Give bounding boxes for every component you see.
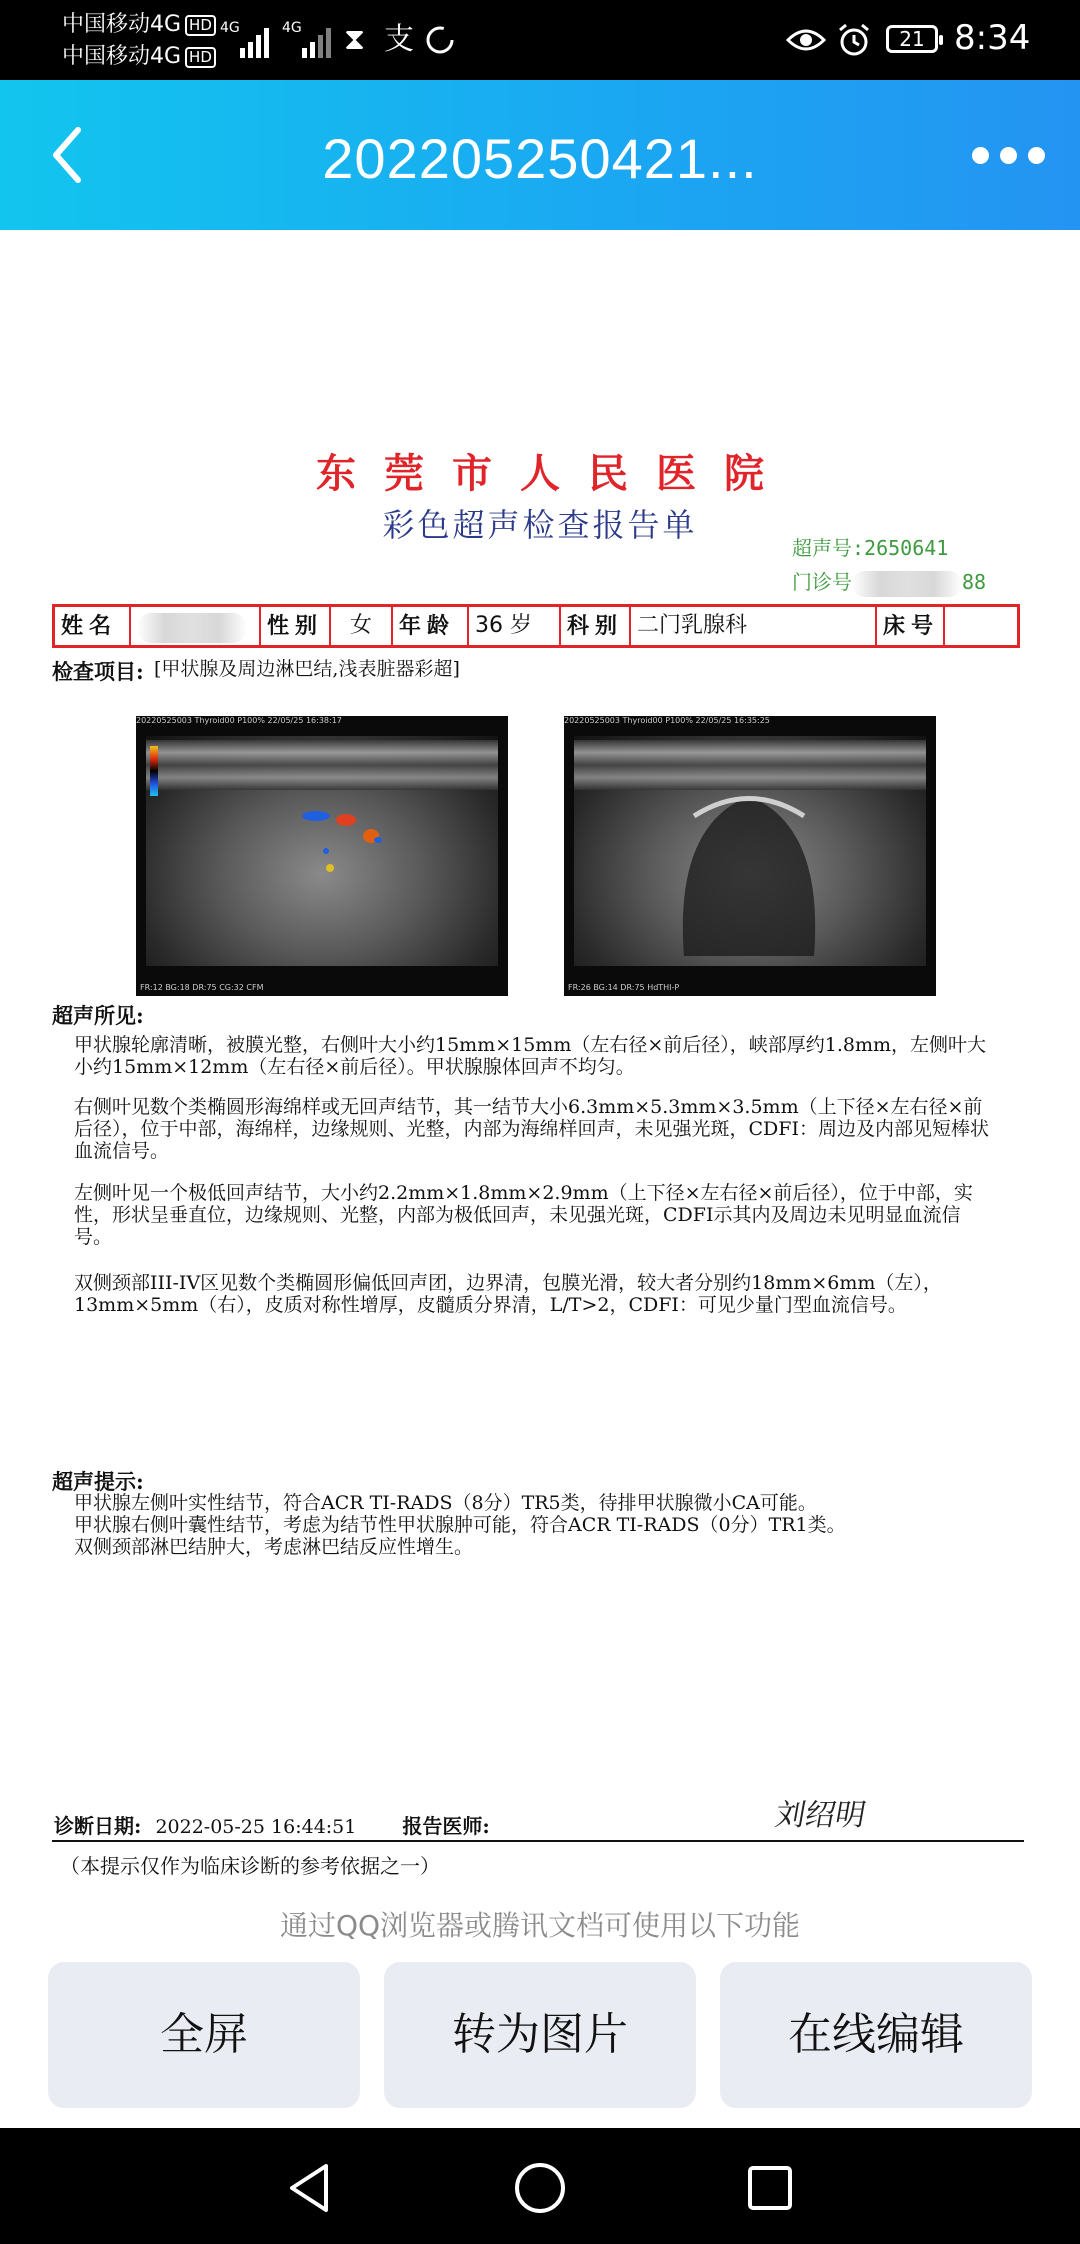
circle-home-icon (510, 2158, 570, 2218)
exam-items-label: 检查项目: (52, 659, 144, 684)
carrier-2 (62, 44, 216, 70)
doctor-label: 报告医师: (402, 1814, 490, 1838)
doctor-signature: 刘绍明 (772, 1798, 869, 1833)
sex-value: 女 (331, 607, 393, 645)
findings-label: 超声所见: (52, 1003, 144, 1028)
signal-icon-1 (220, 20, 270, 58)
name-label: 姓名 (55, 607, 131, 645)
hospital-name: 东莞市人民医院 (316, 450, 792, 497)
finding-paragraph-4: 双侧颈部III-IV区见数个类椭圆形偏低回声团，边界清，包膜光滑，较大者分别约18mm×6mm（左），13mm×5mm（右），皮质对称性增厚，皮髓质分界清，L/T>2，CDFI：可见少量门型血流信号。 (74, 1272, 942, 1316)
feature-hint: 通过QQ浏览器或腾讯文档可使用以下功能 (279, 1909, 801, 1942)
alarm-icon (836, 22, 872, 67)
tissue-band (574, 740, 926, 790)
nav-recents-button[interactable] (740, 2158, 800, 2218)
disclaimer-note: （本提示仅作为临床诊断的参考依据之一） (60, 1854, 440, 1878)
age-label: 年龄 (393, 607, 469, 645)
name-value (131, 607, 261, 645)
navigation-bar (0, 2128, 1080, 2244)
impression-line-3: 双侧颈部淋巴结肿大，考虑淋巴结反应性增生。 (74, 1536, 474, 1558)
diagnosis-date-label: 诊断日期: (54, 1814, 142, 1838)
hd-badge-2: HD (185, 47, 216, 68)
finding-paragraph-3: 左侧叶见一个极低回声结节，大小约2.2mm×1.8mm×2.9mm（上下径×左右径×前后径），位于中部，实性，形状呈垂直位，边缘规则、光整，内部为极低回声，未见强光斑，CDFI示其内及周边未见明显血流信号。 (74, 1182, 973, 1248)
hourglass-icon: ⧗ (344, 22, 366, 57)
tissue-band (146, 740, 498, 790)
dept-value: 二门乳腺科 (631, 607, 877, 645)
carrier-1 (62, 12, 216, 38)
dept-label: 科别 (561, 607, 631, 645)
clinic-number (792, 566, 986, 597)
more-dot-icon (1000, 147, 1017, 164)
bed-label: 床号 (877, 607, 945, 645)
triangle-back-icon (280, 2158, 340, 2218)
more-options-button[interactable] (970, 140, 1050, 170)
title-bar (0, 80, 1080, 230)
eye-icon (786, 22, 826, 67)
color-scale-bar (150, 746, 158, 796)
finding-paragraph-2: 右侧叶见数个类椭圆形海绵样或无回声结节，其一结节大小6.3mm×5.3mm×3.5mm（上下径×左右径×前后径），位于中部，海绵样，边缘规则、光整，内部为海绵样回声，未见强光斑，CDFI：周边及内部见短棒状血流信号。 (74, 1096, 989, 1162)
impression-line-1: 甲状腺左侧叶实性结节，符合ACR TI-RADS（8分）TR5类，待排甲状腺微小CA可能。 (74, 1492, 817, 1514)
doppler-color-flow (286, 806, 406, 876)
redaction-blur (137, 613, 247, 643)
bed-value (945, 607, 1017, 645)
ultrasound-number: 超声号:2650641 (792, 536, 949, 560)
square-recents-icon (740, 2158, 800, 2218)
ultrasound-image-1-header: 20220525003 Thyroid00 P100% 22/05/25 16:38:17 (136, 716, 342, 725)
alipay-icon: 支 (384, 22, 414, 57)
ultrasound-image-2 (564, 716, 936, 996)
footer-divider (52, 1840, 1024, 1842)
trachea-shadow (654, 786, 844, 956)
carrier-1-text: 中国移动4G (62, 12, 182, 37)
hd-badge-1: HD (185, 15, 216, 36)
convert-to-image-button[interactable]: 转为图片 (384, 1962, 696, 2108)
impression-line-2: 甲状腺右侧叶囊性结节，考虑为结节性甲状腺肿可能，符合ACR TI-RADS（0分）TR1类。 (74, 1514, 846, 1536)
status-bar (0, 0, 1080, 80)
ultrasound-image-1-footer: FR:12 BG:18 DR:75 CG:32 CFM (140, 983, 264, 992)
ultrasound-image-2-header: 20220525003 Thyroid00 P100% 22/05/25 16:35:25 (564, 716, 770, 725)
clinic-number-suffix: 88 (962, 570, 987, 594)
report-subtitle: 彩色超声检查报告单 (382, 506, 698, 544)
age-value: 36 岁 (469, 607, 561, 645)
more-dot-icon (972, 147, 989, 164)
carrier-2-text: 中国移动4G (62, 44, 182, 69)
signal-1-label: 4G (220, 20, 240, 36)
impression-label: 超声提示: (52, 1469, 144, 1494)
clock: 8:34 (954, 18, 1031, 58)
clinic-number-prefix: 门诊号 (792, 570, 852, 594)
redaction-blur (852, 571, 962, 597)
battery-icon: 21 (886, 25, 938, 53)
fullscreen-button[interactable]: 全屏 (48, 1962, 360, 2108)
page-title: 202205250421... (322, 127, 758, 190)
report-document (0, 230, 1080, 1878)
exam-items-value: [甲状腺及周边淋巴结,浅表脏器彩超] (154, 658, 460, 680)
nav-home-button[interactable] (510, 2158, 570, 2218)
sex-label: 性别 (261, 607, 331, 645)
edit-online-button[interactable]: 在线编辑 (720, 1962, 1032, 2108)
patient-info-table (52, 604, 1020, 648)
finding-paragraph-1: 甲状腺轮廓清晰，被膜光整，右侧叶大小约15mm×15mm（左右径×前后径），峡部厚约1.8mm，左侧叶大小约15mm×12mm（左右径×前后径）。甲状腺腺体回声不均匀。 (74, 1034, 987, 1078)
signal-icon-2 (282, 20, 332, 58)
ultrasound-image-1 (136, 716, 508, 996)
diagnosis-footer (54, 1810, 490, 1839)
more-dot-icon (1028, 147, 1045, 164)
loading-icon (424, 24, 456, 65)
diagnosis-date: 2022-05-25 16:44:51 (155, 1816, 357, 1838)
ultrasound-image-2-footer: FR:26 BG:14 DR:75 HdTHI-P (568, 983, 680, 992)
signal-2-label: 4G (282, 20, 302, 36)
nav-back-button[interactable] (280, 2158, 340, 2218)
